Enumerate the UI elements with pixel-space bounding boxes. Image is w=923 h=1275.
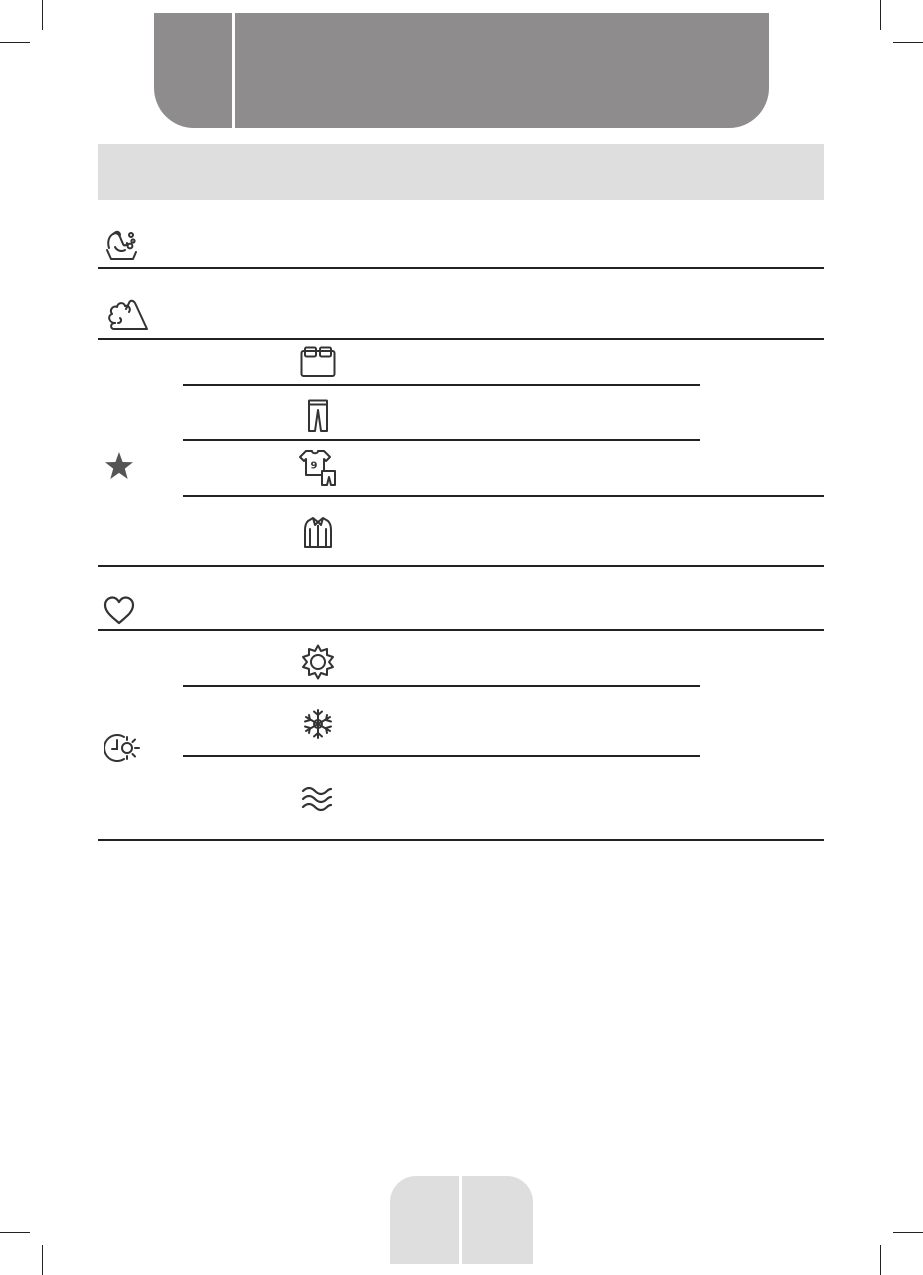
sub-row-divider	[183, 755, 700, 757]
star-icon	[104, 451, 134, 481]
heart-icon	[103, 596, 135, 626]
crop-mark	[880, 1245, 881, 1275]
hand-wash-icon	[103, 226, 139, 262]
sports-wear-icon	[298, 449, 338, 487]
wave-icon	[301, 786, 333, 812]
row-divider	[98, 629, 824, 631]
svg-text:9: 9	[310, 460, 318, 472]
row-divider	[98, 565, 824, 567]
chapter-header-tab	[154, 13, 769, 128]
sub-row-divider	[183, 384, 700, 386]
trousers-icon	[306, 399, 330, 433]
footer-divider	[459, 1176, 462, 1264]
header-divider	[232, 13, 235, 128]
crop-mark	[893, 42, 923, 43]
clock-sun-icon	[104, 731, 144, 765]
shirt-icon	[303, 516, 333, 550]
snowflake-icon	[302, 708, 334, 740]
steam-iron-icon	[102, 296, 148, 334]
sub-row-divider	[183, 439, 700, 441]
crop-mark	[42, 0, 43, 30]
crop-mark	[0, 42, 30, 43]
page-number-tab	[390, 1176, 533, 1264]
row-divider	[98, 267, 824, 269]
sun-icon	[300, 644, 336, 680]
crop-mark	[893, 1232, 923, 1233]
bedding-icon	[300, 346, 336, 378]
row-divider	[98, 839, 824, 841]
section-banner	[98, 144, 824, 200]
row-divider	[98, 338, 824, 340]
crop-mark	[880, 0, 881, 30]
sub-row-divider	[183, 495, 824, 497]
crop-mark	[42, 1245, 43, 1275]
crop-mark	[0, 1232, 30, 1233]
sub-row-divider	[183, 685, 700, 687]
